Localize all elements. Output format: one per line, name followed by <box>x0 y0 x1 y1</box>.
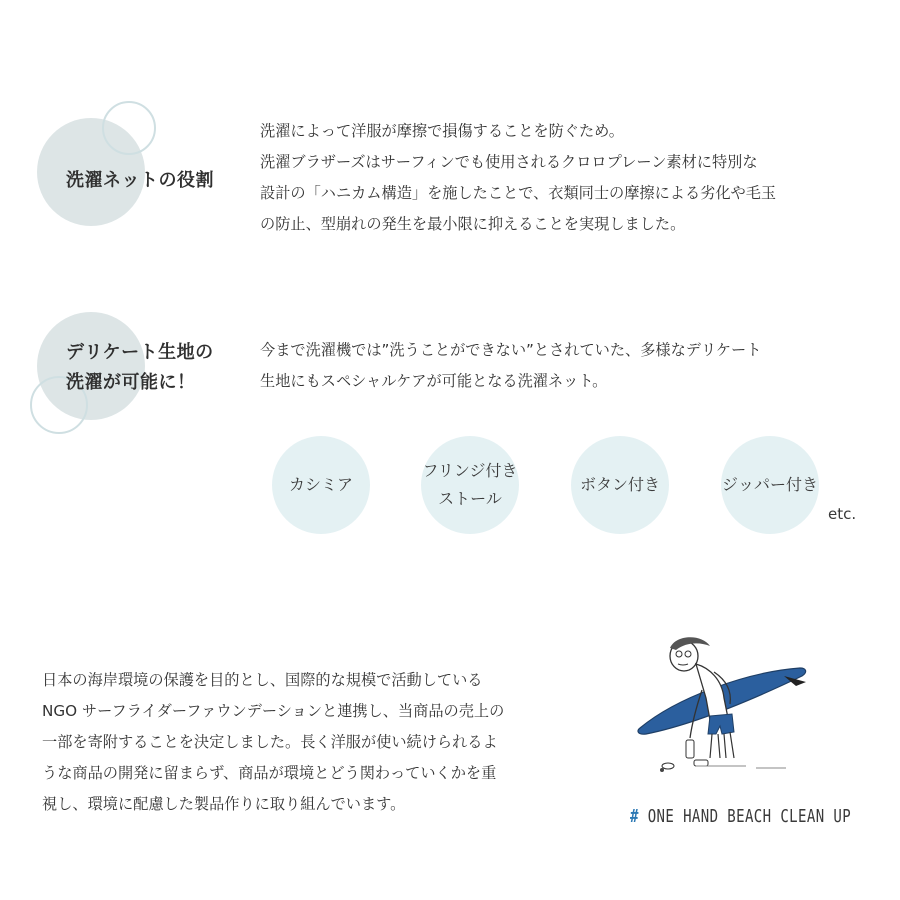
section1-line: 設計の「ハニカム構造」を施したことで、衣類同士の摩擦による劣化や毛玉 <box>260 184 777 202</box>
section1-line: 洗濯によって洋服が摩擦で損傷することを防ぐため。 <box>260 122 624 140</box>
section3-line: NGO サーフライダーファウンデーションと連携し、当商品の売上の <box>42 702 505 720</box>
section2-line: 今まで洗濯機では”洗うことができない”とされていた、多様なデリケート <box>260 341 762 359</box>
section3-body <box>42 665 602 820</box>
bubble-label: ジッパー付き <box>721 475 818 494</box>
bubble-with-buttons <box>571 436 669 534</box>
bubble-label: ボタン付き <box>579 475 660 494</box>
etc-label: etc. <box>828 505 857 523</box>
section1-line: の防止、型崩れの発生を最小限に抑えることを実現しました。 <box>260 215 686 233</box>
section2-title <box>66 338 214 398</box>
section1-body <box>260 116 870 240</box>
bubble-label: フリンジ付き <box>422 461 518 480</box>
section1-ring-decoration <box>102 101 156 155</box>
section2-title-line: 洗濯が可能に！ <box>66 372 196 393</box>
section3-line: 一部を寄附することを決定しました。長く洋服が使い続けられるよ <box>42 733 498 751</box>
section1-title: 洗濯ネットの役割 <box>66 170 214 191</box>
bubble-with-zipper <box>721 436 819 534</box>
bubble-cashmere <box>272 436 370 534</box>
bubble-fringe-stole <box>421 436 519 534</box>
section2-line: 生地にもスペシャルケアが可能となる洗濯ネット。 <box>260 372 608 390</box>
section2-title-line: デリケート生地の <box>66 342 214 363</box>
section1-line: 洗濯ブラザーズはサーフィンでも使用されるクロロプレーン素材に特別な <box>260 153 758 171</box>
bubble-label: ストール <box>438 489 502 508</box>
section3-line: 視し、環境に配慮した製品作りに取り組んでいます。 <box>42 795 406 813</box>
hash-symbol: # <box>630 806 639 827</box>
section3-line: うな商品の開発に留まらず、商品が環境とどう関わっていくかを重 <box>42 764 497 782</box>
surfer-cleanup-illustration <box>636 628 816 778</box>
bubble-label: カシミア <box>288 475 353 494</box>
hashtag <box>630 806 851 827</box>
section3-line: 日本の海岸環境の保護を目的とし、国際的な規模で活動している <box>42 671 483 689</box>
hashtag-text: ONE HAND BEACH CLEAN UP <box>647 806 852 827</box>
section2-body <box>260 335 870 397</box>
